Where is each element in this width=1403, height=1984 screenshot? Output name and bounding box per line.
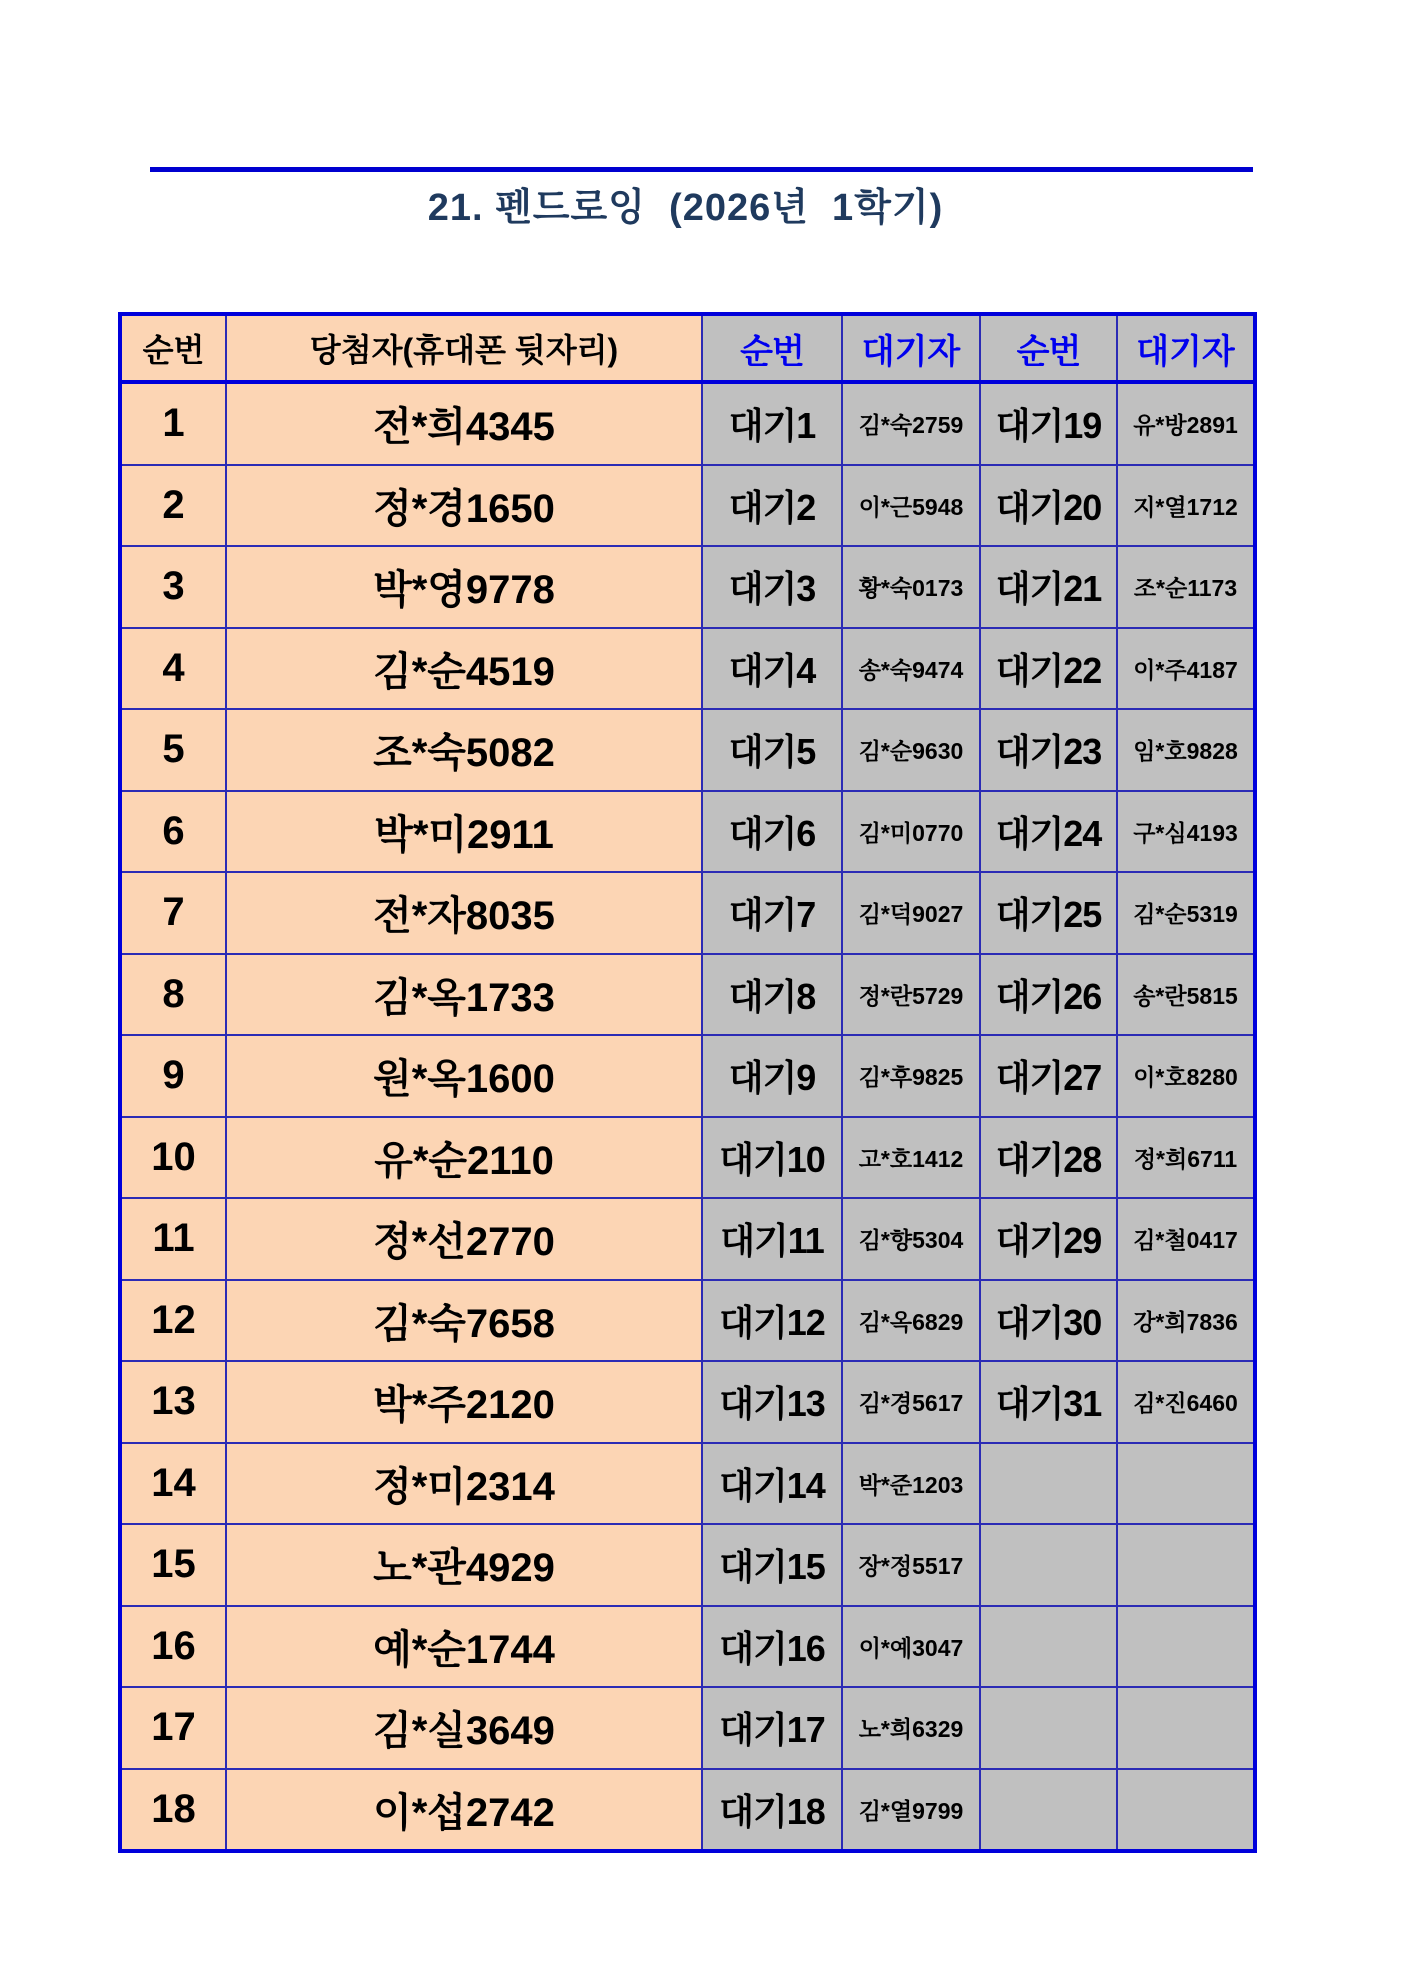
winner-name-cell: 노*관4929 — [226, 1524, 702, 1606]
waiting-rank-cell: 대기10 — [702, 1117, 842, 1199]
waiting-name-cell: 이*호8280 — [1117, 1035, 1255, 1117]
waiting-name-cell: 김*향5304 — [842, 1198, 980, 1280]
table-row — [120, 1198, 1255, 1280]
waiting-rank-cell: 대기30 — [980, 1280, 1117, 1362]
waiting-name-cell: 강*희7836 — [1117, 1280, 1255, 1362]
waiting-name-cell: 유*방2891 — [1117, 382, 1255, 465]
waiting-name-cell: 김*진6460 — [1117, 1361, 1255, 1443]
table-body — [120, 314, 1255, 1851]
table-row — [120, 628, 1255, 710]
table-header-row — [120, 314, 1255, 382]
page-title: 21. 펜드로잉 (2026년 1학기) — [427, 187, 944, 229]
winner-name-cell: 박*미2911 — [226, 791, 702, 873]
waiting-rank-cell: 대기31 — [980, 1361, 1117, 1443]
lottery-result-table — [118, 312, 1257, 1853]
waiting-rank-cell: 대기23 — [980, 709, 1117, 791]
waiting-name-cell: 임*호9828 — [1117, 709, 1255, 791]
waiting-rank-cell — [980, 1606, 1117, 1688]
waiting-rank-cell: 대기8 — [702, 954, 842, 1036]
winner-name-cell: 김*옥1733 — [226, 954, 702, 1036]
waiting-name-cell — [1117, 1687, 1255, 1769]
waiting-name-cell — [1117, 1443, 1255, 1525]
winner-name-cell: 정*미2314 — [226, 1443, 702, 1525]
top-divider-rule — [150, 167, 1253, 172]
waiting-rank-cell: 대기13 — [702, 1361, 842, 1443]
waiting-name-cell — [1117, 1606, 1255, 1688]
winner-name-cell: 조*숙5082 — [226, 709, 702, 791]
waiting-rank-cell: 대기4 — [702, 628, 842, 710]
table-row — [120, 1280, 1255, 1362]
waiting-rank-cell: 대기17 — [702, 1687, 842, 1769]
waiting-rank-cell: 대기21 — [980, 546, 1117, 628]
winner-name-cell: 원*옥1600 — [226, 1035, 702, 1117]
winner-name-cell: 예*순1744 — [226, 1606, 702, 1688]
winner-rank-cell: 3 — [120, 546, 226, 628]
waiting-name-cell: 김*순5319 — [1117, 872, 1255, 954]
winner-name-cell: 김*실3649 — [226, 1687, 702, 1769]
waiting-rank-cell — [980, 1443, 1117, 1525]
winner-rank-cell: 6 — [120, 791, 226, 873]
header-winner-rank: 순번 — [120, 314, 226, 382]
winner-rank-cell: 16 — [120, 1606, 226, 1688]
waiting-rank-cell: 대기14 — [702, 1443, 842, 1525]
winner-name-cell: 유*순2110 — [226, 1117, 702, 1199]
winner-rank-cell: 8 — [120, 954, 226, 1036]
table-row — [120, 1524, 1255, 1606]
table-row — [120, 1769, 1255, 1852]
waiting-name-cell: 조*순1173 — [1117, 546, 1255, 628]
waiting-rank-cell: 대기9 — [702, 1035, 842, 1117]
waiting-name-cell: 김*옥6829 — [842, 1280, 980, 1362]
waiting-name-cell: 김*후9825 — [842, 1035, 980, 1117]
winner-name-cell: 전*희4345 — [226, 382, 702, 465]
waiting-name-cell: 이*주4187 — [1117, 628, 1255, 710]
winner-name-cell: 박*주2120 — [226, 1361, 702, 1443]
winner-rank-cell: 10 — [120, 1117, 226, 1199]
waiting-name-cell: 이*근5948 — [842, 465, 980, 547]
waiting-name-cell: 황*숙0173 — [842, 546, 980, 628]
waiting-name-cell — [1117, 1524, 1255, 1606]
waiting-rank-cell: 대기16 — [702, 1606, 842, 1688]
winner-rank-cell: 2 — [120, 465, 226, 547]
winner-name-cell: 정*경1650 — [226, 465, 702, 547]
winner-rank-cell: 17 — [120, 1687, 226, 1769]
waiting-rank-cell: 대기12 — [702, 1280, 842, 1362]
table-row — [120, 954, 1255, 1036]
header-winner-name: 당첨자(휴대폰 뒷자리) — [226, 314, 702, 382]
waiting-rank-cell: 대기20 — [980, 465, 1117, 547]
waiting-rank-cell: 대기18 — [702, 1769, 842, 1852]
waiting-rank-cell: 대기11 — [702, 1198, 842, 1280]
waiting-name-cell: 고*호1412 — [842, 1117, 980, 1199]
table-row — [120, 1687, 1255, 1769]
waiting-rank-cell: 대기29 — [980, 1198, 1117, 1280]
table-row — [120, 382, 1255, 465]
winner-rank-cell: 5 — [120, 709, 226, 791]
waiting-rank-cell: 대기22 — [980, 628, 1117, 710]
waiting-name-cell: 박*준1203 — [842, 1443, 980, 1525]
waiting-rank-cell: 대기27 — [980, 1035, 1117, 1117]
winner-name-cell: 전*자8035 — [226, 872, 702, 954]
table-row — [120, 709, 1255, 791]
header-waiting-name-1: 대기자 — [842, 314, 980, 382]
waiting-rank-cell: 대기6 — [702, 791, 842, 873]
table-row — [120, 1035, 1255, 1117]
waiting-name-cell: 노*희6329 — [842, 1687, 980, 1769]
waiting-name-cell: 정*희6711 — [1117, 1117, 1255, 1199]
waiting-rank-cell: 대기2 — [702, 465, 842, 547]
winner-rank-cell: 18 — [120, 1769, 226, 1852]
winner-name-cell: 정*선2770 — [226, 1198, 702, 1280]
table-row — [120, 1606, 1255, 1688]
header-waiting-rank-2: 순번 — [980, 314, 1117, 382]
waiting-rank-cell: 대기19 — [980, 382, 1117, 465]
waiting-name-cell: 김*숙2759 — [842, 382, 980, 465]
table-row — [120, 1361, 1255, 1443]
header-waiting-rank-1: 순번 — [702, 314, 842, 382]
winner-name-cell: 김*숙7658 — [226, 1280, 702, 1362]
waiting-name-cell: 지*열1712 — [1117, 465, 1255, 547]
waiting-name-cell: 김*철0417 — [1117, 1198, 1255, 1280]
table-row — [120, 872, 1255, 954]
waiting-name-cell: 구*심4193 — [1117, 791, 1255, 873]
winner-rank-cell: 4 — [120, 628, 226, 710]
waiting-name-cell: 김*경5617 — [842, 1361, 980, 1443]
waiting-rank-cell — [980, 1524, 1117, 1606]
waiting-rank-cell: 대기26 — [980, 954, 1117, 1036]
table-row — [120, 1443, 1255, 1525]
waiting-name-cell: 장*정5517 — [842, 1524, 980, 1606]
waiting-rank-cell: 대기7 — [702, 872, 842, 954]
waiting-name-cell: 김*순9630 — [842, 709, 980, 791]
waiting-rank-cell — [980, 1769, 1117, 1852]
winner-rank-cell: 12 — [120, 1280, 226, 1362]
waiting-rank-cell: 대기15 — [702, 1524, 842, 1606]
winner-name-cell: 이*섭2742 — [226, 1769, 702, 1852]
winner-rank-cell: 7 — [120, 872, 226, 954]
winner-rank-cell: 1 — [120, 382, 226, 465]
waiting-rank-cell: 대기25 — [980, 872, 1117, 954]
waiting-rank-cell: 대기28 — [980, 1117, 1117, 1199]
table-row — [120, 1117, 1255, 1199]
table-row — [120, 791, 1255, 873]
winner-rank-cell: 15 — [120, 1524, 226, 1606]
table-row — [120, 465, 1255, 547]
waiting-name-cell: 김*덕9027 — [842, 872, 980, 954]
waiting-rank-cell: 대기3 — [702, 546, 842, 628]
waiting-name-cell: 송*란5815 — [1117, 954, 1255, 1036]
winner-rank-cell: 11 — [120, 1198, 226, 1280]
winner-name-cell: 김*순4519 — [226, 628, 702, 710]
waiting-name-cell: 김*열9799 — [842, 1769, 980, 1852]
winner-name-cell: 박*영9778 — [226, 546, 702, 628]
table-row — [120, 546, 1255, 628]
winner-rank-cell: 13 — [120, 1361, 226, 1443]
waiting-name-cell: 김*미0770 — [842, 791, 980, 873]
waiting-name-cell: 송*숙9474 — [842, 628, 980, 710]
winner-rank-cell: 9 — [120, 1035, 226, 1117]
waiting-rank-cell: 대기1 — [702, 382, 842, 465]
waiting-name-cell: 이*예3047 — [842, 1606, 980, 1688]
waiting-rank-cell: 대기24 — [980, 791, 1117, 873]
waiting-rank-cell — [980, 1687, 1117, 1769]
waiting-rank-cell: 대기5 — [702, 709, 842, 791]
waiting-name-cell: 정*란5729 — [842, 954, 980, 1036]
waiting-name-cell — [1117, 1769, 1255, 1852]
winner-rank-cell: 14 — [120, 1443, 226, 1525]
header-waiting-name-2: 대기자 — [1117, 314, 1255, 382]
